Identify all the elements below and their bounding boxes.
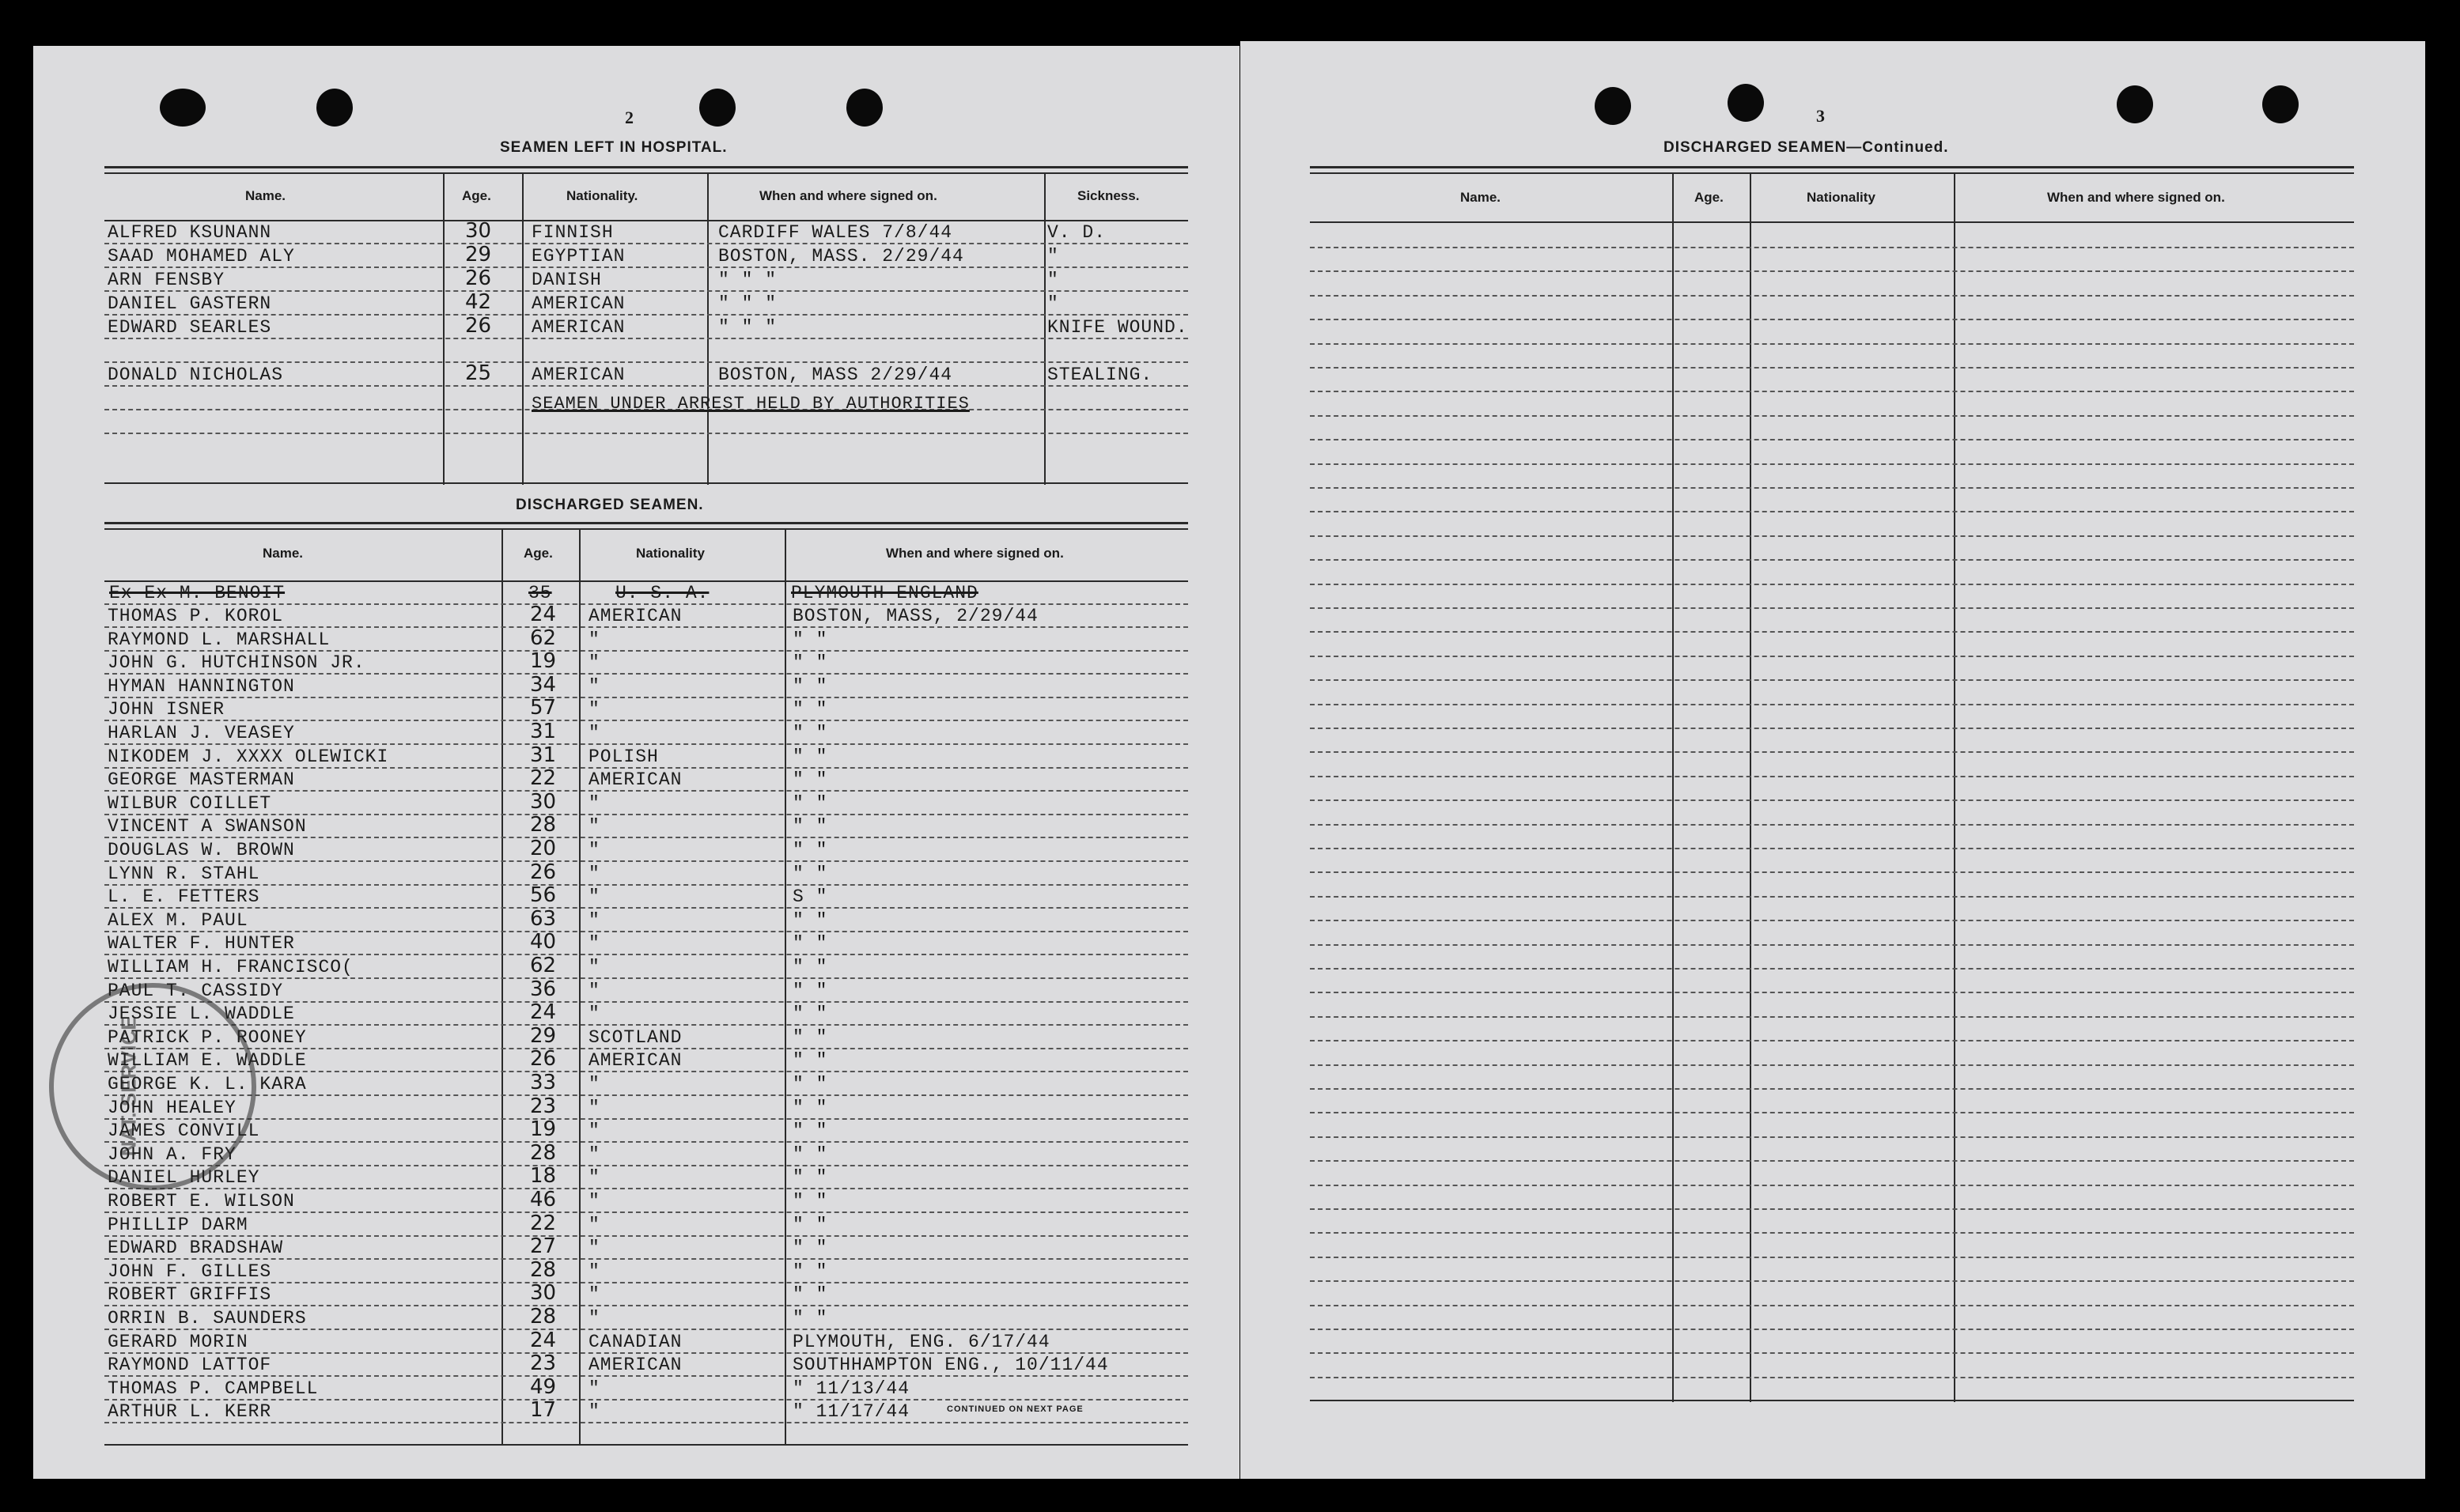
seaman-nationality: ": [589, 1261, 600, 1282]
sickness: V. D.: [1047, 222, 1107, 243]
empty-row: [1310, 752, 2354, 777]
empty-row: [1310, 247, 2354, 272]
empty-row: [1310, 968, 2354, 993]
col-header-nationality: Nationality: [1807, 190, 1875, 205]
signed-on: " 11/13/44: [793, 1378, 910, 1399]
signed-on: " ": [793, 746, 828, 767]
signed-on: " ": [793, 629, 828, 650]
continued-note: CONTINUED ON NEXT PAGE: [947, 1404, 1084, 1414]
seaman-name: NIKODEM J. XXXX OLEWICKI: [108, 746, 389, 767]
seaman-name: GEORGE MASTERMAN: [108, 769, 295, 791]
signed-on: " ": [793, 957, 828, 977]
seaman-name: RAYMOND LATTOF: [108, 1355, 272, 1376]
seaman-age: 28: [530, 1140, 557, 1165]
seaman-name: WALTER F. HUNTER: [108, 933, 295, 954]
empty-row: [1310, 632, 2354, 657]
seaman-age: 36: [530, 977, 557, 1001]
discharged-section-title: DISCHARGED SEAMEN.: [516, 497, 704, 513]
col-header-age: Age.: [462, 188, 491, 203]
seaman-nationality: AMERICAN: [589, 769, 683, 791]
seaman-nationality: AMERICAN: [589, 1355, 683, 1376]
col-header-name: Name.: [263, 546, 304, 561]
page-number: 2: [625, 108, 634, 127]
seaman-name: THOMAS P. CAMPBELL: [108, 1378, 319, 1399]
empty-row: [1310, 512, 2354, 537]
empty-row: [1310, 1353, 2354, 1378]
seaman-nationality: ": [589, 675, 600, 697]
right-page: [1240, 41, 2425, 1479]
empty-row: [1310, 1064, 2354, 1090]
seaman-nationality: AMERICAN: [589, 606, 683, 626]
signed-on: BOSTON, MASS. 2/29/44: [718, 246, 964, 266]
seaman-nationality: ": [589, 1074, 600, 1094]
punch-hole: [160, 89, 206, 127]
seaman-age: 33: [530, 1071, 557, 1094]
empty-row: [1310, 800, 2354, 826]
discharged-row: [104, 696, 1188, 723]
seaman-nationality: ": [589, 1004, 600, 1025]
seaman-age: 25: [465, 361, 492, 385]
hospital-row: [104, 266, 1188, 293]
signed-on: " ": [793, 909, 828, 931]
discharged-row: [104, 977, 1188, 1004]
signed-on: BOSTON, MASS 2/29/44: [718, 365, 953, 385]
empty-row: [1310, 1136, 2354, 1162]
seaman-nationality: ": [589, 1401, 600, 1423]
seaman-name: PATRICK P. ROONEY: [108, 1026, 307, 1048]
empty-row: [1310, 1208, 2354, 1234]
seaman-nationality: ": [589, 1308, 600, 1329]
seaman-nationality: ": [589, 1238, 600, 1259]
seaman-age: 29: [530, 1023, 557, 1048]
seaman-nationality: AMERICAN: [532, 317, 626, 338]
sickness: ": [1047, 293, 1059, 314]
seaman-age: 56: [530, 883, 557, 908]
seaman-age: 30: [530, 1281, 557, 1306]
empty-row: [1310, 1305, 2354, 1330]
empty-row: [1310, 1233, 2354, 1258]
sickness: ": [1047, 270, 1059, 290]
seaman-name: ORRIN B. SAUNDERS: [108, 1308, 307, 1329]
seaman-name: JOHN A. FRY: [108, 1143, 237, 1165]
seaman-nationality: AMERICAN: [532, 293, 626, 314]
signed-on: " ": [793, 863, 828, 884]
empty-row: [1310, 896, 2354, 921]
seaman-age: 40: [530, 930, 557, 954]
seaman-age: 57: [530, 696, 557, 720]
seaman-name: DOUGLAS W. BROWN: [108, 840, 295, 860]
hospital-row: [104, 314, 1188, 341]
seaman-name: HARLAN J. VEASEY: [108, 723, 295, 743]
signed-on: " " ": [718, 270, 778, 290]
seaman-name: GERARD MORIN: [108, 1331, 248, 1352]
seaman-name: LYNN R. STAHL: [108, 863, 260, 884]
empty-row: [1310, 560, 2354, 585]
discharged-row: [104, 906, 1188, 934]
seaman-nationality: ": [589, 652, 600, 674]
discharged-row: [104, 883, 1188, 910]
struck-name: Ex Ex M. BENOIT: [109, 583, 286, 603]
signed-on: " " ": [718, 293, 778, 314]
discharged-row: [104, 1000, 1188, 1027]
discharged-row: [104, 1234, 1188, 1261]
punch-hole: [846, 89, 883, 127]
hospital-row: [104, 290, 1188, 317]
seaman-nationality: SCOTLAND: [589, 1026, 683, 1048]
seaman-name: ALEX M. PAUL: [108, 909, 248, 931]
empty-row: [1310, 1016, 2354, 1041]
struck-row: [104, 584, 1188, 607]
empty-row: [104, 413, 1188, 436]
seaman-name: HYMAN HANNINGTON: [108, 675, 295, 697]
empty-row: [1310, 848, 2354, 873]
seaman-name: ROBERT GRIFFIS: [108, 1284, 272, 1306]
empty-row: [1310, 1161, 2354, 1186]
seaman-nationality: ": [589, 629, 600, 650]
sickness: ": [1047, 246, 1059, 266]
seaman-nationality: ": [589, 863, 600, 884]
seaman-nationality: DANISH: [532, 270, 602, 290]
seaman-age: 27: [530, 1234, 557, 1259]
seaman-nationality: ": [589, 909, 600, 931]
seaman-age: 31: [530, 743, 557, 767]
punch-hole: [2262, 85, 2299, 123]
punch-hole: [1728, 84, 1764, 122]
seaman-nationality: ": [589, 792, 600, 814]
discharged-row: [104, 1281, 1188, 1308]
empty-row: [1310, 776, 2354, 801]
arrest-note: SEAMEN UNDER ARREST HELD BY AUTHORITIES: [532, 394, 970, 414]
signed-on: " ": [793, 1191, 828, 1211]
empty-row: [1310, 656, 2354, 681]
signed-on: " ": [793, 933, 828, 954]
seaman-age: 26: [530, 1047, 557, 1072]
seaman-age: 28: [530, 1257, 557, 1282]
signed-on: " ": [793, 816, 828, 837]
seaman-nationality: CANADIAN: [589, 1331, 683, 1352]
col-header-name: Name.: [1460, 190, 1501, 205]
empty-row: [1310, 391, 2354, 417]
empty-row: [1310, 824, 2354, 849]
seaman-name: EDWARD SEARLES: [108, 317, 272, 338]
col-header-nationality: Nationality: [636, 546, 705, 561]
discharged-row: [104, 766, 1188, 793]
seaman-nationality: ": [589, 699, 600, 720]
empty-row: [1310, 680, 2354, 705]
seaman-name: PAUL T. CASSIDY: [108, 980, 284, 1001]
empty-row: [1310, 728, 2354, 753]
seaman-name: SAAD MOHAMED ALY: [108, 246, 295, 266]
discharged-row: [104, 1374, 1188, 1402]
empty-row: [1310, 872, 2354, 898]
seaman-name: ALFRED KSUNANN: [108, 222, 272, 243]
discharged-row: [104, 720, 1188, 747]
discharged-row: [104, 1211, 1188, 1238]
empty-row: [1310, 1329, 2354, 1354]
empty-row: [1310, 487, 2354, 512]
discharged-row: [104, 743, 1188, 770]
seaman-name: WILBUR COILLET: [108, 792, 272, 814]
hospital-row: [104, 361, 1188, 388]
seaman-nationality: ": [589, 1214, 600, 1235]
discharged-table: [104, 522, 1188, 1447]
seaman-name: WILLIAM E. WADDLE: [108, 1050, 307, 1072]
signed-on: " ": [793, 1167, 828, 1189]
empty-row: [104, 342, 1188, 365]
signed-on: " 11/17/44: [793, 1401, 910, 1423]
seaman-age: 24: [530, 1328, 557, 1352]
seaman-age: 26: [465, 314, 492, 338]
seaman-nationality: ": [589, 1167, 600, 1189]
seaman-age: 24: [530, 1000, 557, 1025]
signed-on: " ": [793, 1050, 828, 1072]
col-header-signed: When and where signed on.: [886, 546, 1064, 561]
seaman-age: 23: [530, 1094, 557, 1118]
seaman-name: DONALD NICHOLAS: [108, 365, 284, 385]
seaman-nationality: ": [589, 840, 600, 860]
seaman-name: ARN FENSBY: [108, 270, 225, 290]
discharged-row: [104, 1188, 1188, 1215]
empty-row: [1310, 920, 2354, 946]
seaman-name: ROBERT E. WILSON: [108, 1191, 295, 1211]
seaman-nationality: AMERICAN: [532, 365, 626, 385]
empty-row: [1310, 343, 2354, 369]
discharged-row: [104, 1351, 1188, 1378]
seaman-age: 46: [530, 1188, 557, 1211]
seaman-age: 22: [530, 1211, 557, 1235]
col-header-age: Age.: [524, 546, 553, 561]
seaman-name: JESSIE L. WADDLE: [108, 1004, 295, 1025]
seaman-name: JOHN F. GILLES: [108, 1261, 272, 1282]
seaman-name: RAYMOND L. MARSHALL: [108, 629, 331, 650]
signed-on: CARDIFF WALES 7/8/44: [718, 222, 953, 243]
sickness: STEALING.: [1047, 365, 1153, 385]
hospital-section-title: SEAMEN LEFT IN HOSPITAL.: [500, 139, 728, 156]
col-header-signed: When and where signed on.: [759, 188, 937, 203]
seaman-age: 31: [530, 720, 557, 743]
struck-age: 35: [528, 583, 552, 603]
signed-on: " ": [793, 1214, 828, 1235]
signed-on: " ": [793, 792, 828, 814]
seaman-nationality: ": [589, 1121, 600, 1142]
empty-row: [1310, 271, 2354, 297]
seaman-age: 63: [530, 906, 557, 931]
seaman-nationality: ": [589, 886, 600, 908]
signed-on: " ": [793, 1026, 828, 1048]
signed-on: " " ": [718, 317, 778, 338]
seaman-nationality: ": [589, 816, 600, 837]
seaman-name: JOHN G. HUTCHINSON JR.: [108, 652, 365, 674]
signed-on: " ": [793, 1143, 828, 1165]
signed-on: " ": [793, 1074, 828, 1094]
hospital-table: [104, 166, 1188, 482]
empty-row: [1310, 295, 2354, 320]
empty-row: [1310, 463, 2354, 489]
discharged-row: [104, 813, 1188, 840]
discharged-row: [104, 649, 1188, 676]
discharged-row: [104, 789, 1188, 817]
seaman-age: 30: [530, 789, 557, 814]
punch-hole: [316, 89, 353, 127]
signed-on: PLYMOUTH, ENG. 6/17/44: [793, 1331, 1050, 1352]
empty-row: [1310, 1041, 2354, 1066]
seaman-nationality: POLISH: [589, 746, 659, 767]
empty-row: [1310, 992, 2354, 1018]
seaman-name: JAMES CONVILL: [108, 1121, 260, 1142]
col-header-nationality: Nationality.: [566, 188, 638, 203]
seaman-age: 26: [465, 266, 492, 290]
signed-on: S ": [793, 886, 828, 908]
seaman-name: WILLIAM H. FRANCISCO(: [108, 957, 354, 977]
signed-on: " ": [793, 980, 828, 1001]
seaman-nationality: ": [589, 1378, 600, 1399]
page-number: 3: [1816, 106, 1825, 126]
seaman-age: 34: [530, 672, 557, 697]
seaman-name: JOHN HEALEY: [108, 1097, 237, 1118]
seaman-name: DANIEL GASTERN: [108, 293, 272, 314]
signed-on: " ": [793, 769, 828, 791]
empty-row: [1310, 415, 2354, 440]
punch-hole: [1595, 87, 1631, 125]
struck-signed: PLYMOUTH ENGLAND: [791, 583, 978, 603]
seaman-name: THOMAS P. KOROL: [108, 606, 284, 626]
empty-row: [1310, 607, 2354, 633]
discharged-row: [104, 1117, 1188, 1144]
seaman-name: JOHN ISNER: [108, 699, 225, 720]
seaman-age: 28: [530, 813, 557, 837]
seaman-nationality: ": [589, 723, 600, 743]
seaman-age: 28: [530, 1305, 557, 1329]
discharged-row: [104, 860, 1188, 887]
signed-on: " ": [793, 1121, 828, 1142]
seaman-name: L. E. FETTERS: [108, 886, 260, 908]
hospital-row: [104, 219, 1188, 246]
seaman-age: 23: [530, 1351, 557, 1376]
discharged-row: [104, 1071, 1188, 1098]
seaman-nationality: ": [589, 980, 600, 1001]
empty-row: [1310, 584, 2354, 609]
signed-on: " ": [793, 1238, 828, 1259]
discharged-row: [104, 930, 1188, 957]
empty-row: [1310, 1281, 2354, 1306]
seaman-age: 30: [465, 219, 492, 243]
empty-row: [1310, 704, 2354, 729]
discharged-row: [104, 1257, 1188, 1285]
empty-row: [1310, 1257, 2354, 1282]
seaman-age: 17: [530, 1398, 557, 1423]
empty-row: [1310, 944, 2354, 970]
discharged-row: [104, 603, 1188, 629]
seaman-age: 49: [530, 1374, 557, 1399]
empty-row: [1310, 440, 2354, 465]
empty-row: [1310, 535, 2354, 561]
discharged-row: [104, 626, 1188, 653]
col-header-name: Name.: [245, 188, 286, 203]
empty-row: [1310, 1088, 2354, 1113]
seaman-age: 29: [465, 243, 492, 266]
seaman-nationality: ": [589, 1097, 600, 1118]
sickness: KNIFE WOUND.: [1047, 317, 1188, 338]
signed-on: " ": [793, 699, 828, 720]
seaman-age: 20: [530, 837, 557, 860]
signed-on: SOUTHHAMPTON ENG., 10/11/44: [793, 1355, 1109, 1376]
continued-section-title: DISCHARGED SEAMEN—Continued.: [1663, 139, 1949, 156]
seaman-nationality: ": [589, 1191, 600, 1211]
punch-hole: [2117, 85, 2153, 123]
seaman-nationality: EGYPTIAN: [532, 246, 626, 266]
seaman-nationality: ": [589, 933, 600, 954]
col-header-signed: When and where signed on.: [2047, 190, 2225, 205]
seaman-name: PHILLIP DARM: [108, 1214, 248, 1235]
discharged-continued-table: [1310, 166, 2354, 1400]
signed-on: " ": [793, 1308, 828, 1329]
signed-on: " ": [793, 723, 828, 743]
signed-on: " ": [793, 1284, 828, 1306]
seaman-name: ARTHUR L. KERR: [108, 1401, 272, 1423]
empty-row: [1310, 319, 2354, 345]
seaman-age: 26: [530, 860, 557, 884]
empty-row: [1310, 1185, 2354, 1210]
discharged-row: [104, 837, 1188, 864]
discharged-row: [104, 1328, 1188, 1355]
col-header-age: Age.: [1694, 190, 1724, 205]
seaman-age: 18: [530, 1164, 557, 1189]
signed-on: BOSTON, MASS, 2/29/44: [793, 606, 1039, 626]
seaman-name: GEORGE K. L. KARA: [108, 1074, 307, 1094]
seaman-nationality: ": [589, 957, 600, 977]
signed-on: " ": [793, 652, 828, 674]
discharged-row: [104, 954, 1188, 981]
signed-on: " ": [793, 1261, 828, 1282]
left-page: [33, 46, 1239, 1479]
discharged-row: [104, 1140, 1188, 1168]
seaman-age: 42: [465, 290, 492, 314]
discharged-row: [104, 672, 1188, 700]
struck-nationality: U. S. A.: [615, 583, 710, 603]
signed-on: " ": [793, 1097, 828, 1118]
seaman-age: 62: [530, 626, 557, 650]
seaman-age: 62: [530, 954, 557, 977]
seaman-age: 22: [530, 766, 557, 791]
seaman-name: VINCENT A SWANSON: [108, 816, 307, 837]
empty-row: [1310, 367, 2354, 392]
seaman-name: EDWARD BRADSHAW: [108, 1238, 284, 1259]
punch-hole: [699, 89, 736, 127]
discharged-row: [104, 1305, 1188, 1332]
seaman-nationality: FINNISH: [532, 222, 614, 243]
discharged-row: [104, 1023, 1188, 1051]
signed-on: " ": [793, 840, 828, 860]
empty-row: [1310, 223, 2354, 248]
empty-row: [1310, 1113, 2354, 1138]
seaman-age: 19: [530, 649, 557, 674]
stamp-text: NAT. SERVICE: [116, 1016, 141, 1157]
seaman-nationality: ": [589, 1284, 600, 1306]
discharged-row: [104, 1047, 1188, 1074]
discharged-row: [104, 1164, 1188, 1191]
seaman-nationality: AMERICAN: [589, 1050, 683, 1072]
col-header-sickness: Sickness.: [1077, 188, 1140, 203]
signed-on: " ": [793, 675, 828, 697]
signed-on: " ": [793, 1004, 828, 1025]
hospital-row: [104, 243, 1188, 270]
seaman-name: DANIEL HURLEY: [108, 1167, 260, 1189]
seaman-age: 24: [530, 603, 557, 626]
seaman-nationality: ": [589, 1143, 600, 1165]
seaman-age: 19: [530, 1117, 557, 1142]
discharged-row: [104, 1094, 1188, 1121]
